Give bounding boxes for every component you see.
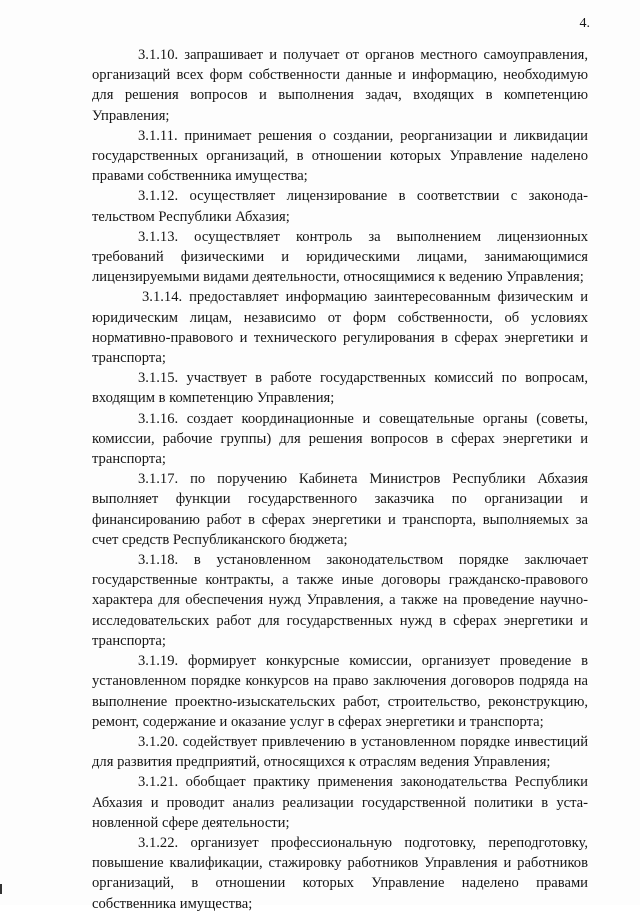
paragraph-3-1-12: 3.1.12. осуществляет лицензирование в соответствии с законодательством Республики Абхазия; <box>92 188 588 225</box>
paragraph-3-1-21: 3.1.21. обобщает практику применения законодательства Республики Абхазия и проводит анализ реализации государственной политики в установленной сфере деятельности; <box>92 774 588 831</box>
scan-edge-mark <box>0 884 2 894</box>
paragraph-3-1-17: 3.1.17. по поручению Кабинета Министров Республики Абхазия выполняет функции государственного заказчика по организации и финансированию работ в сферах энергетики и транспорта, выполняемых за счет средств Республиканского бюджета; <box>92 471 588 548</box>
paragraph-3-1-20: 3.1.20. содействует привлечению в установленном порядке инвестиций для развития предприятий, относящихся к отраслям ведения Управления; <box>92 733 588 771</box>
page-number: 4. <box>579 16 590 31</box>
paragraph-3-1-13: 3.1.13. осуществляет контроль за выполнением лицензионных требований физическими и юридическими лицами, занимающимися лицензируемыми видами деятельности, относящимися к ведению Управления; <box>92 228 588 286</box>
paragraph-3-1-22: 3.1.22. организует профессиональную подготовку, переподготовку, повышение квалификации, стажировку работников Управления и работников организаций, в отношении которых Управление наделено правами собственника имущества; <box>92 834 588 912</box>
paragraph-3-1-15: 3.1.15. участвует в работе государственных комиссий по вопросам, входящим в компетенцию Управления; <box>92 370 588 407</box>
paragraph-3-1-14: 3.1.14. предоставляет информацию заинтересованным физическим и юридическим лицам, независимо от форм собственности, об условиях нормативно-правового и технического регулирования в сферах энергетики и транспорта; <box>92 289 588 367</box>
paragraph-3-1-18: 3.1.18. в установленном законодательством порядке заключает государственные контракты, а также иные договоры гражданско-правового характера для обеспечения нужд Управления, а также на проведение научно-исследовательских работ для государственных нужд в сферах энергетики и транспорта; <box>92 552 588 649</box>
paragraph-3-1-16: 3.1.16. создает координационные и совещательные органы (советы, комиссии, рабочие группы) для решения вопросов в сферах энергетики и транспорта; <box>92 410 588 468</box>
paragraph-3-1-11: 3.1.11. принимает решения о создании, реорганизации и ликвидации государственных организаций, в отношении которых Управление наделено правами собственника имущества; <box>92 127 588 185</box>
paragraph-3-1-10: 3.1.10. запрашивает и получает от органов местного самоуправления, организаций всех форм собственности данные и информацию, необходимую для решения вопросов и выполнения задач, входящих в компетенцию Управления; <box>92 47 588 124</box>
paragraph-3-1-19: 3.1.19. формирует конкурсные комиссии, организует проведение в установленном порядке конкурсов на право заключения договоров подряда на выполнение проектно-изыскательских работ, строительство, реконструкцию, ремонт, содержание и оказание услуг в сферах энергетики и транспорта; <box>92 653 588 730</box>
document-body <box>92 45 588 914</box>
